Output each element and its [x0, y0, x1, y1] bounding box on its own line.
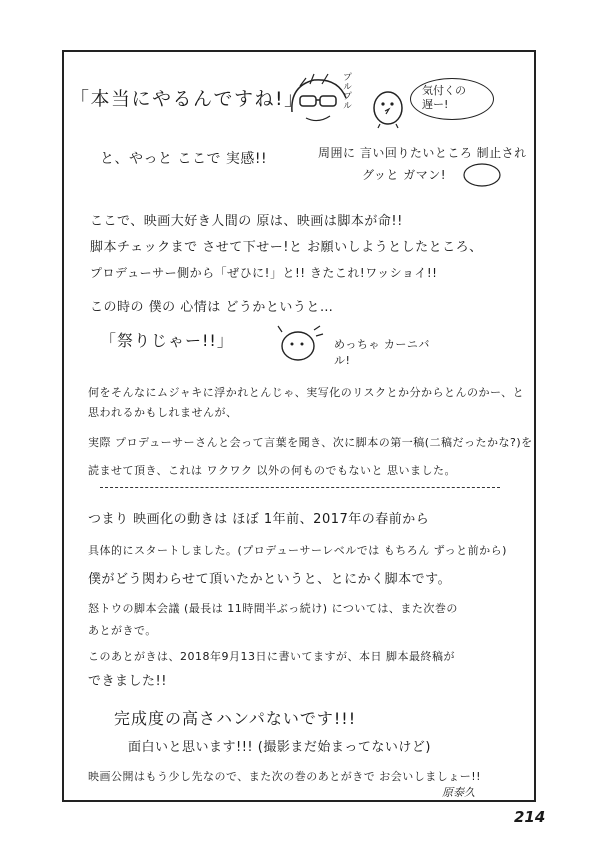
text-line: 思われるかもしれませんが、 [88, 406, 238, 419]
text-line: 具体的にスタートしました。(プロデューサーレベルでは もちろん ずっと前から) [88, 544, 507, 557]
festival-bird-doodle [276, 324, 324, 364]
festival-shout: 「祭りじゃー!!」 [100, 331, 234, 350]
text-line: 僕がどう関わらせて頂いたかというと、とにかく脚本です。 [88, 572, 452, 587]
dashed-divider [100, 487, 500, 488]
sidenote-bubble-doodle [462, 162, 502, 188]
text-line: 何をそんなにムジャキに浮かれとんじゃ、実写化のリスクとか分からとんのかー、と [88, 386, 525, 399]
text-line: 怒トウの脚本会議 (最長は 11時間半ぶっ続け) については、また次巻の [88, 602, 458, 615]
header-quote: 「本当にやるんですね!」 [70, 88, 305, 110]
text-line: できました!! [88, 674, 167, 689]
speech-bubble-text: 気付くの 遅ー! [422, 84, 466, 111]
text-line: めっちゃ カーニバル! [334, 338, 430, 367]
text-line: 脚本チェックまで させて下せー!と お願いしようとしたところ、 [90, 240, 483, 255]
text-line: 読ませて頂き、これは ワクワク 以外の何ものでもないと 思いました。 [88, 464, 457, 477]
text-line: ここで、映画大好き人間の 原は、映画は脚本が命!! [90, 214, 403, 229]
text-line: 面白いと思います!!! (撮影まだ始まってないけど) [128, 740, 431, 755]
text-line: プロデューサー側から「ぜひに!」と!! きたこれ!ワッショイ!! [90, 266, 438, 280]
text-line: と、やっと ここで 実感!! [100, 151, 268, 167]
text-line: 周囲に 言い回りたいところ 制止され [318, 146, 527, 160]
text-line: つまり 映画化の動きは ほぼ 1年前、2017年の春前から [88, 512, 430, 527]
text-line: 映画公開はもう少し先なので、また次の巻のあとがきで お会いしましょー!! [88, 770, 482, 783]
highlight-line: 完成度の高さハンパないです!!! [114, 709, 357, 728]
bird-doodle [370, 84, 406, 128]
text-line: この時の 僕の 心情は どうかというと… [90, 300, 334, 315]
text-line: グッと ガマン! [362, 168, 447, 182]
ripple-text: プルプル [341, 72, 351, 110]
text-line: 実際 プロデューサーさんと会って言葉を聞き、次に脚本の第一稿(二稿だったかな?)を [88, 436, 533, 449]
signature: 原泰久 [442, 786, 475, 799]
page-number: 214 [514, 808, 546, 826]
text-line: このあとがきは、2018年9月13日に書いてますが、本日 脚本最終稿が [88, 650, 455, 663]
text-line: あとがきで。 [88, 624, 157, 637]
